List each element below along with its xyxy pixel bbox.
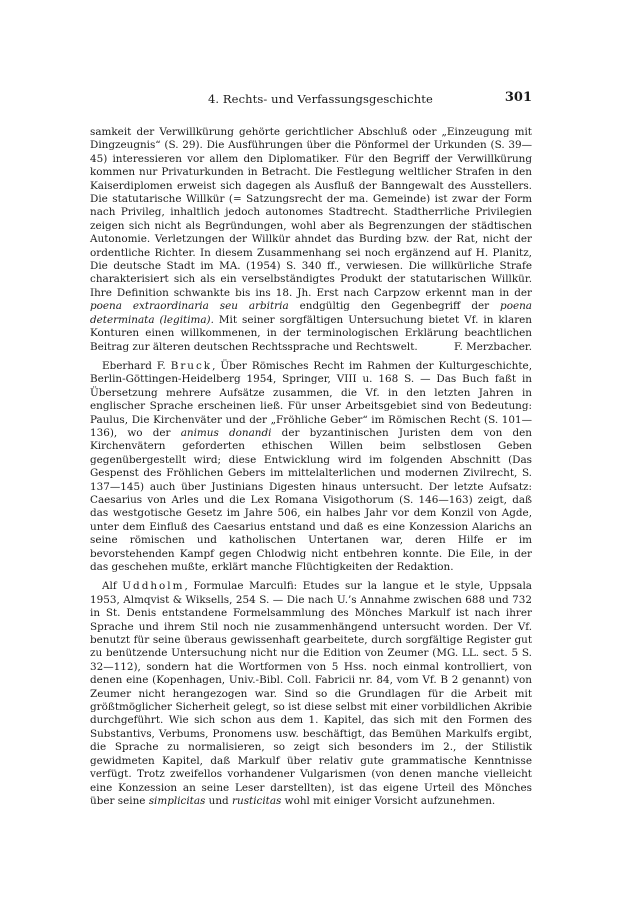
body-text: und xyxy=(205,794,233,807)
body-text: der byzantinischen Juristen dem von den Kirchenvätern geforderten ethischen Willen beim selbstlosen Geben gegenübergestellt wird; diese Entwicklung wird im folgenden Abschnitt (Das Gespenst des Fröhlichen Gebers im mittelalterlichen und modernen Zivilrecht, S. 137—145) auch über Justinians Digesten hinaus untersucht. Der letzte Aufsatz: Caesarius von Arles und die Lex Romana Visigothorum (S. 146—163) zeigt, daß das westgotische Gesetz im Jahre 506, ein halbes Jahr vor dem Konzil von Agde, unter dem Einfluß des Caesarius entstand und daß es eine Konzession Alarichs an seine römischen und katholischen Untertanen war, deren Hilfe er im bevorstehenden Kampf gegen Chlodwig nicht entbehren konnte. Die Eile, in der das geschehen mußte, erklärt manche Flüchtigkeiten der Redaktion. xyxy=(90,426,532,573)
body-text: endgültig den Gegenbegriff der xyxy=(288,300,501,313)
body-text: samkeit der Verwillkürung gehörte gerichtlicher Abschluß oder „Einzeugung mit Dingzeugnis“ (S. 29). Die Ausführungen über die Pönformel der Urkunden (S. 39—45) interessieren vor allem den Diplomatiker. Für den Begriff der Verwillkürung kommen nur Privaturkunden in Betracht. Die Festlegung weltlicher Strafen in den Kaiserdiplomen erweist sich dagegen als Ausfluß der Banngewalt des Ausstellers. Die statutarische Willkür (= Satzungsrecht der ma. Gemeinde) ist zwar der Form nach Privileg, inhaltlich jedoch autonomes Stadtrecht. Stadtherrliche Privilegien zeigen sich nicht als Begründungen, wohl aber als Begrenzungen der städtischen Autonomie. Verletzungen der Willkür ahndet das Burding bzw. der Rat, nicht der ordentliche Richter. In diesem Zusammenhang sei noch ergänzend auf H. Planitz, Die deutsche Stadt im MA. (1954) S. 340 ff., verwiesen. Die willkürliche Strafe charakterisiert sich als ein verselbständigtes Produkt der statutarischen Willkür. Ihre Definition schwankte bis ins 18. Jh. Erst nach Carpzow erkennt man in der xyxy=(90,126,532,299)
page-number: 301 xyxy=(504,90,532,105)
page xyxy=(90,90,532,808)
body-text: Mit seiner sorgfältigen Untersuchung bietet Vf. in klaren Konturen einen willkommenen, in der terminologischen Erklärung beachtlichen Beitrag zur älteren deutschen Rechtssprache und Rechtswelt. xyxy=(90,313,532,353)
review-merzbacher-paragraph xyxy=(90,126,532,354)
latin-term: rusticitas xyxy=(232,794,282,807)
latin-term: poena extraordinaria seu arbitria xyxy=(90,300,289,313)
page-header xyxy=(90,90,532,112)
latin-term: poena determinata (legitima). xyxy=(90,300,532,326)
author-first-name: Eberhard F. xyxy=(102,359,171,372)
review-bruck-paragraph xyxy=(90,360,532,575)
latin-term: animus donandi xyxy=(180,426,272,439)
body-text: wohl mit einiger Vorsicht aufzunehmen. xyxy=(281,794,496,807)
latin-term: simplicitas xyxy=(148,794,206,807)
review-uddholm-paragraph xyxy=(90,580,532,808)
reviewer-signature: F. Merzbacher. xyxy=(453,340,532,353)
running-head: 4. Rechts- und Verfassungsgeschichte xyxy=(208,92,433,106)
author-first-name: Alf xyxy=(102,580,123,593)
author-surname: Uddholm xyxy=(122,580,185,593)
body-text: , Formulae Marculfi: Etudes sur la langue et le style, Uppsala 1953, Almqvist & Wiksells, 254 S. — Die nach U.’s Annahme zwischen 688 und 732 in St. Denis entstandene Formelsammlung des Mönches Markulf ist nach ihrer Sprache und ihrem Stil noch nie zusammenhängend untersucht worden. Der Vf. benutzt für seine überaus gewissenhaft gearbeitete, durch sorgfältige Register gut zu benützende Untersuchung nicht nur die Edition von Zeumer (MG. LL. sect. 5 S. 32—112), sondern hat die Wortformen von 5 Hss. noch einmal kontrolliert, von denen eine (Kopenhagen, Univ.-Bibl. Coll. Fabricii nr. 84, vom Vf. B 2 genannt) von Zeumer nicht herangezogen war. Sind so die Grundlagen für die Arbeit mit größtmöglicher Sicherheit gelegt, so ist diese selbst mit einer vorbildlichen Akribie durchgeführt. Wie sich schon aus dem 1. Kapitel, das sich mit den Formen des Substantivs, Verbums, Pronomens usw. beschäftigt, das Bemühen Markulfs ergibt, die Sprache zu normalisieren, so zeigt sich besonders im 2., der Stilistik gewidmeten Kapitel, daß Markulf über relativ gute grammatische Kenntnisse verfügt. Trotz zweifellos vorhandener Vulgarismen (von denen manche vielleicht eine Konzession an seine Leser darstellten), ist das eigene Urteil des Mönches über seine xyxy=(90,580,532,807)
author-surname: Bruck xyxy=(170,359,213,372)
body-text: , Über Römisches Recht im Rahmen der Kulturgeschichte, Berlin-Göttingen-Heidelberg 1954, Springer, VIII u. 168 S. — Das Buch faßt in Übersetzung mehrere Aufsätze zusammen, die Vf. in den letzten Jahren in englischer Sprache erscheinen ließ. Für unser Arbeitsgebiet sind von Bedeutung: Paulus, Die Kirchenväter und der „Fröhliche Geber“ im Römischen Recht (S. 101—136), wo der xyxy=(90,359,533,439)
